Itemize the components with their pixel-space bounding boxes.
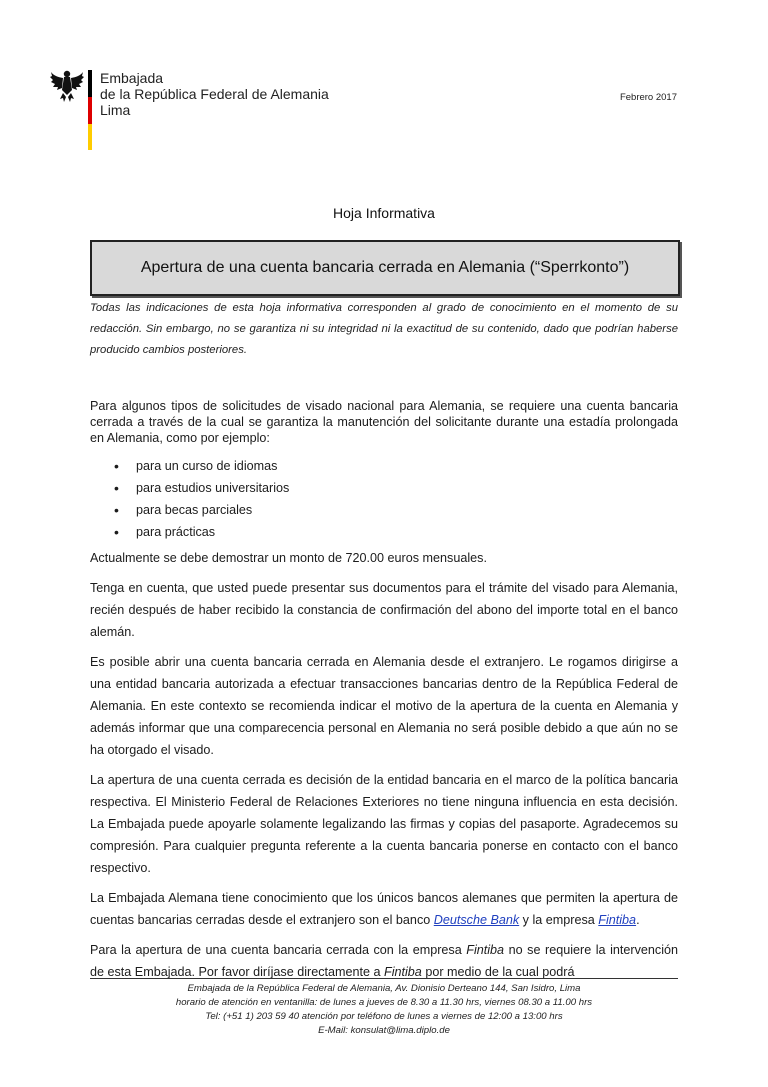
footer-line: E-Mail: konsulat@lima.diplo.de	[318, 1025, 450, 1036]
document-date: Febrero 2017	[619, 92, 677, 103]
list-item: • para estudios universitarios	[136, 477, 678, 499]
footer	[90, 982, 678, 1038]
paragraph-amount: Actualmente se debe demostrar un monto de 720.00 euros mensuales.	[90, 551, 487, 565]
footer-line: Embajada de la República Federal de Alemania, Av. Dionisio Derteano 144, San Isidro, Lima	[187, 983, 581, 994]
federal-eagle-icon	[50, 68, 84, 104]
paragraph-abroad: Es posible abrir una cuenta bancaria cerrada en Alemania desde el extranjero. Le rogamos dirigirse a una entidad bancaria autorizada a efectuar transacciones bancarias dentro de la República Federal de Alemania. En este contexto se recomienda indicar el motivo de la apertura de la cuenta en Alemania y además informar que una comparecencia personal en Alemania no será posible debido a que aún no se ha otorgado el visado.	[90, 655, 678, 757]
document-type: Hoja Informativa	[333, 205, 435, 221]
paragraph-note: Tenga en cuenta, que usted puede presentar sus documentos para el trámite del visado para Alemania, recién después de haber recibido la constancia de confirmación del abono del importe total en el banco alemán.	[90, 581, 678, 639]
list-item: • para un curso de idiomas	[136, 455, 678, 477]
deutsche-bank-link[interactable]: Deutsche Bank	[433, 913, 520, 927]
org-line: de la República Federal de Alemania	[100, 86, 329, 102]
banks-text: La Embajada Alemana tiene conocimiento que los únicos bancos alemanes que permiten la apertura de cuentas bancarias cerradas desde el extranjero son el banco	[90, 891, 678, 927]
paragraph-decision: La apertura de una cuenta cerrada es decisión de la entidad bancaria en el marco de la política bancaria respectiva. El Ministerio Federal de Relaciones Exteriores no tiene ninguna influencia en esta decisión. La Embajada puede apoyarle solamente legalizando las firmas y copias del pasaporte. Agradecemos su compresión. Para cualquier pregunta referente a la cuenta bancaria ponerse en contacto con el banco respectivo.	[90, 773, 678, 875]
list-item: • para prácticas	[136, 521, 678, 543]
flag-stripe	[88, 70, 92, 150]
disclaimer: Todas las indicaciones de esta hoja informativa corresponden al grado de conocimiento en el momento de su redacción. Sin embargo, no se garantiza ni su integridad ni la exactitud de su contenido, dado que podrían haberse producido cambios posteriores.	[90, 302, 678, 356]
document-body	[90, 398, 678, 991]
fintiba-name: Fintiba	[466, 943, 505, 957]
paragraph-intro: Para algunos tipos de solicitudes de visado nacional para Alemania, se requiere una cuenta bancaria cerrada a través de la cual se garantiza la manutención del solicitante durante una estadía prolongada en Alemania, como por ejemplo:	[90, 399, 678, 445]
document-title: Apertura de una cuenta bancaria cerrada en Alemania (“Sperrkonto”)	[90, 240, 680, 296]
footer-line: horario de atención en ventanilla: de lunes a jueves de 8.30 a 11.30 hrs, viernes 08.30 a 11.00 hrs	[175, 997, 593, 1008]
fintiba-text: por medio de la cual podrá	[421, 965, 575, 979]
paragraph-fintiba	[90, 939, 678, 983]
fintiba-link[interactable]: Fintiba	[598, 913, 637, 927]
footer-divider	[90, 978, 678, 979]
fintiba-text: Para la apertura de una cuenta bancaria cerrada con la empresa	[90, 943, 467, 957]
letterhead-org	[100, 70, 329, 118]
org-line: Lima	[100, 102, 131, 118]
paragraph-banks	[90, 887, 678, 931]
banks-text: .	[636, 913, 640, 927]
list-item: • para becas parciales	[136, 499, 678, 521]
banks-text: y la empresa	[519, 913, 599, 927]
fintiba-name: Fintiba	[384, 965, 422, 979]
footer-line: Tel: (+51 1) 203 59 40 atención por teléfono de lunes a viernes de 12:00 a 13:00 hrs	[205, 1011, 563, 1022]
fintiba-text: no se requiere la intervención de esta Embajada. Por favor diríjase directamente a	[90, 943, 679, 979]
purpose-list	[90, 455, 678, 543]
org-line: Embajada	[100, 70, 164, 86]
